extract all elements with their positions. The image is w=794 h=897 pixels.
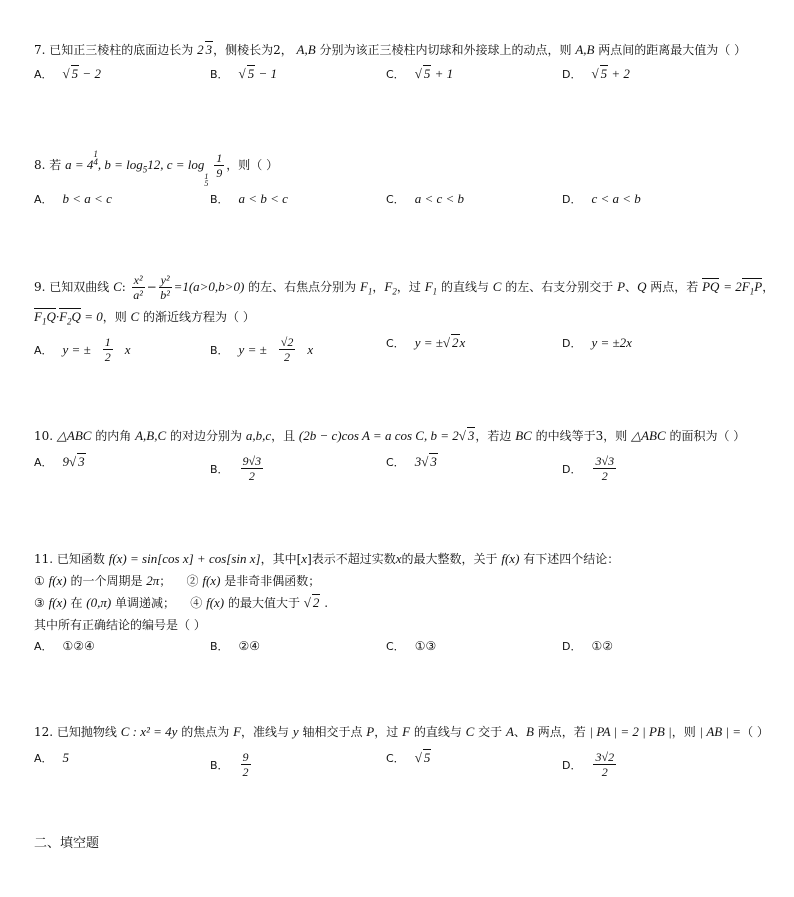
options <box>34 638 774 666</box>
option-d: D． y = ±2x <box>562 335 632 351</box>
option-c: C． ①③ <box>386 639 437 653</box>
option-b: B． y = ± $\frac{√2}{2}$ x <box>210 335 314 365</box>
option-b: B． √ 5 − 1 <box>210 66 277 81</box>
option-c: C． 3√ 3 <box>386 454 437 469</box>
question-9 <box>34 272 774 369</box>
option-b: B． $\frac{9}{2}$ <box>210 750 249 779</box>
question-stem: 11. 已知函数 f(x) = sin[cos x] + cos[sin x]，其中[x]表示不超过实数x的最大整数，关于 f(x) 有下述四个结论： <box>34 551 620 566</box>
option-d: D． ①② <box>562 639 613 653</box>
question-stem: 12. 已知抛物线 C : x² = 4y 的焦点为 F，准线与 y 轴相交于点 P，过 F 的直线与 C 交于 A、B 两点，若 | PA | = 2 | PB |，则 | AB | =（ ） <box>34 724 769 739</box>
question-stem: 8. 若 a = 4 1 4 , $b = \log_512$, c = log 1 5 $\frac{1}{9}$ ，则（ ） <box>34 149 279 188</box>
option-d: D． $\frac{3√2}{2}$ <box>562 750 615 779</box>
question-stem: 10. △ABC 的内角 A,B,C 的对边分别为 a,b,c，且 (2b − c)cos A = a cos C, b = 2√ 3，若边 BC 的中线等于3，则 △ABC 的面积为（ ） <box>34 428 746 443</box>
section-title: 二、填空题 <box>34 836 100 851</box>
statement-line-1: ① f(x) 的一个周期是 2π； ② f(x) 是非奇非偶函数； <box>34 573 321 588</box>
option-d: D． √ 5 + 2 <box>562 66 630 81</box>
option-b: B． ②④ <box>210 639 261 653</box>
option-a: A． b < a < c <box>34 191 112 206</box>
option-a: A． ①②④ <box>34 639 95 653</box>
question-10 <box>34 426 774 490</box>
option-a: A． 9√ 3 <box>34 454 85 469</box>
statement-line-2: ③ f(x) 在 (0,π) 单调递减； ④ f(x) 的最大值大于 √ 2 . <box>34 595 329 610</box>
question-stem-line2: $F_1Q\cdot F_2Q = 0$，则 C 的渐近线方程为（ ） <box>34 308 255 327</box>
option-b: B． $\frac{9√3}{2}$ <box>210 454 262 483</box>
options <box>34 750 774 786</box>
option-c: C． y = ±√ 2x <box>386 335 466 351</box>
option-b: B． a < b < c <box>210 191 288 206</box>
question-11 <box>34 548 774 666</box>
option-a: A． y = ± $\frac{1}{2}$ x <box>34 335 131 365</box>
options <box>34 454 774 490</box>
question-stem: 9. 已知双曲线 C: $\frac{\text{x²}}{\text{a²}}$ − $\frac{\text{y²}}{\text{b²}}$ =1(a>0,b>0) 的左、右焦点分别为 $F_1$，$F_2$，过 $F_1$ 的直线与 C 的左、右支分别交于 P、Q 两点，若 PQ = $2F_1P$， <box>34 273 775 302</box>
question-8 <box>34 150 774 219</box>
option-d: D． $\frac{3√3}{2}$ <box>562 454 615 483</box>
option-c: C． a < c < b <box>386 191 465 206</box>
option-a: A． √ 5 − 2 <box>34 66 101 81</box>
option-c: C． √ 5 <box>386 750 431 765</box>
options <box>34 66 774 94</box>
options <box>34 191 774 219</box>
options <box>34 335 774 369</box>
option-d: D． c < a < b <box>562 191 641 206</box>
option-c: C． √ 5 + 1 <box>386 66 454 81</box>
question-12 <box>34 722 774 786</box>
question-7 <box>34 40 774 94</box>
statement-line-3: 其中所有正确结论的编号是（ ） <box>34 618 206 632</box>
option-a: A． 5 <box>34 750 70 765</box>
question-stem: 7. 已知正三棱柱的底面边长为 2 3，侧棱长为2， A,B 分别为该正三棱柱内切球和外接球上的动点，则 A,B 两点间的距离最大值为（ ） <box>34 42 747 57</box>
